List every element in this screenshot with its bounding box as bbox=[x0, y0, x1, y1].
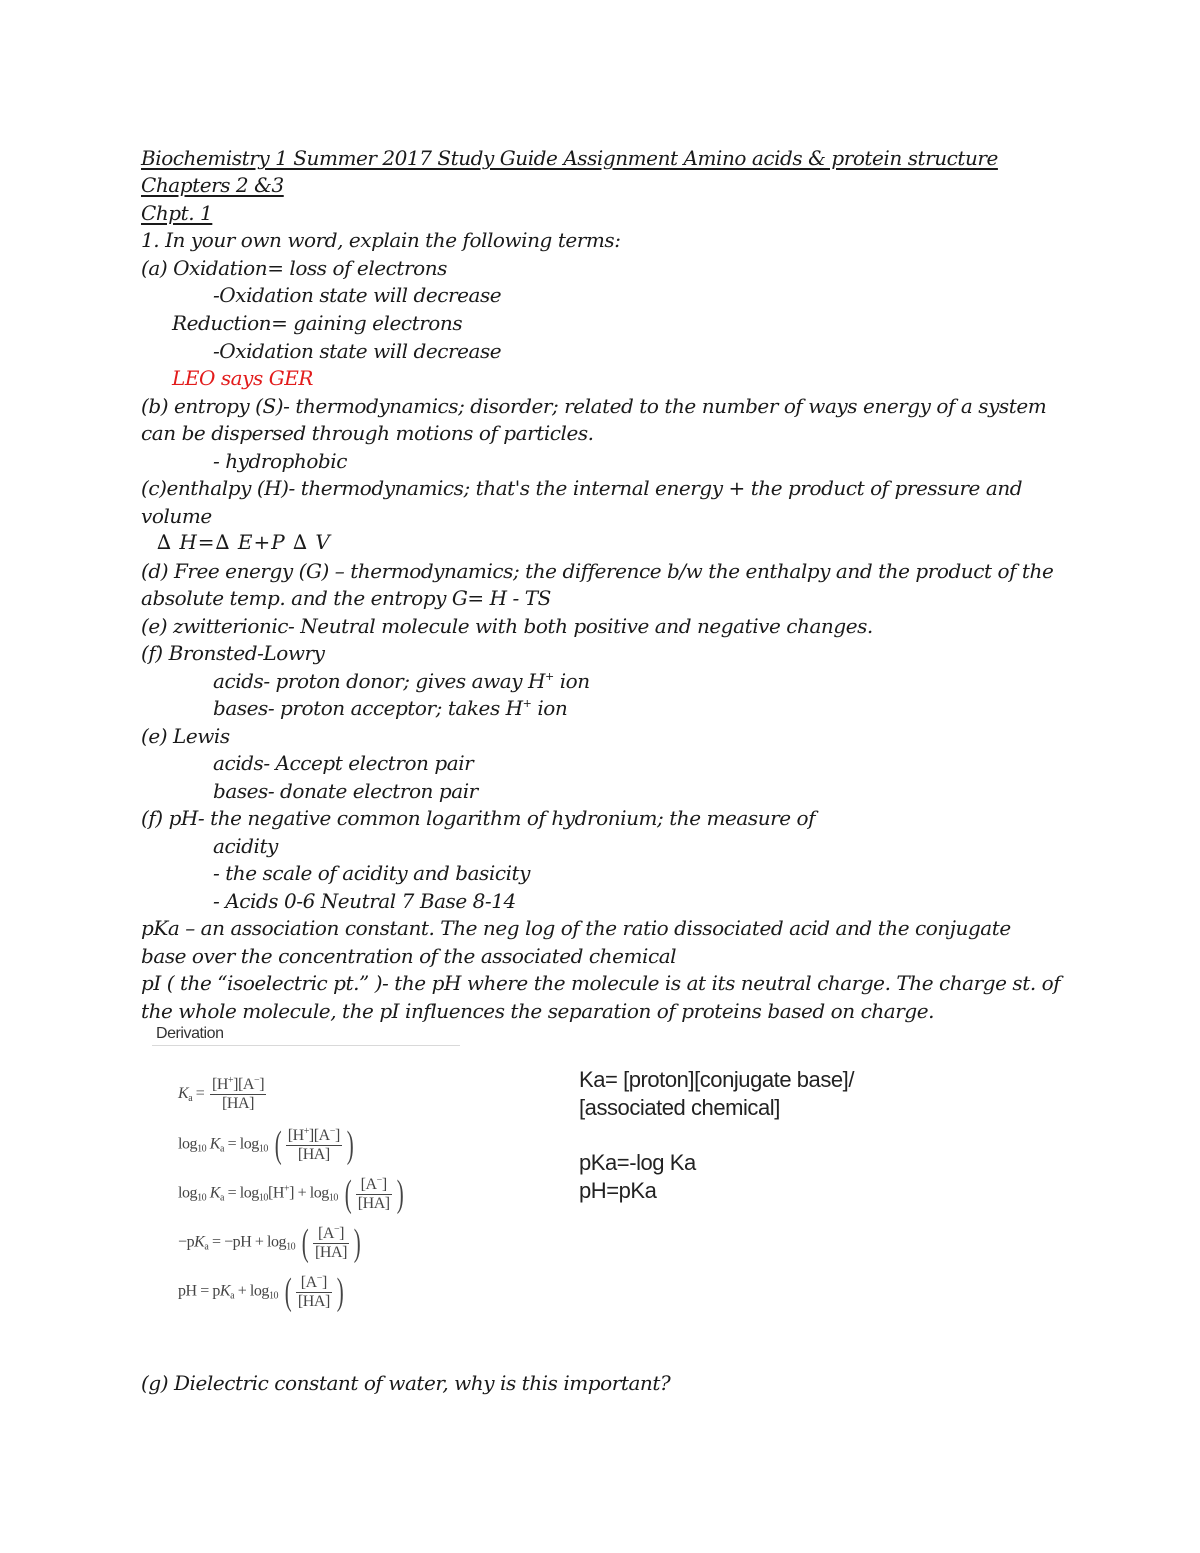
term-ph-3: - the scale of acidity and basicity bbox=[213, 861, 530, 885]
term-oxidation: (a) Oxidation= loss of electrons bbox=[141, 256, 447, 280]
derivation-label: Derivation bbox=[156, 1025, 224, 1042]
derivation-divider bbox=[152, 1045, 460, 1046]
bronsted-acids: acids- proton donor; gives away H+ ion bbox=[213, 669, 590, 693]
term-enthalpy-1: (c)enthalpy (H)- thermodynamics; that's the internal energy + the product of pressure and bbox=[141, 476, 1023, 500]
term-reduction: Reduction= gaining electrons bbox=[172, 311, 463, 335]
fraction-ka: $\frac{[H^+][A^-]}{[HA]}$ bbox=[211, 1075, 265, 1112]
lewis-acids: acids- Accept electron pair bbox=[213, 751, 474, 775]
term-pka-1: pKa – an association constant. The neg log of the ratio dissociated acid and the conjugate bbox=[141, 916, 1011, 940]
term-ph-1: (f) pH- the negative common logarithm of hydronium; the measure of bbox=[141, 806, 816, 830]
term-pi-2: the whole molecule, the pI influences the separation of proteins based on charge. bbox=[141, 999, 935, 1023]
term-lewis: (e) Lewis bbox=[141, 724, 230, 748]
bronsted-bases: bases- proton acceptor; takes H+ ion bbox=[213, 696, 568, 720]
entropy-note: - hydrophobic bbox=[213, 449, 347, 473]
title-line-2: Chapters 2 &3 bbox=[141, 173, 284, 197]
term-bronsted-lowry: (f) Bronsted-Lowry bbox=[141, 641, 325, 665]
term-free-energy-1: (d) Free energy (G) – thermodynamics; the difference b/w the enthalpy and the product of the bbox=[141, 559, 1054, 583]
term-free-energy-2: absolute temp. and the entropy G= H - TS bbox=[141, 586, 551, 610]
oxidation-note: -Oxidation state will decrease bbox=[213, 283, 502, 307]
equation-neg-pka: $-pK_a = -pH + \log_{10}$ ( $\frac{[A^-]}{[HA]}$ ) bbox=[178, 1222, 361, 1264]
chapter-heading: Chpt. 1 bbox=[141, 201, 213, 225]
side-note-pka: pKa=-log Ka bbox=[579, 1150, 696, 1175]
term-ph-4: - Acids 0-6 Neutral 7 Base 8-14 bbox=[213, 889, 516, 913]
equation-ka: $K_a$ = $\frac{[H^+][A^-]}{[HA]}$ bbox=[178, 1075, 265, 1112]
question-g-dielectric: (g) Dielectric constant of water, why is this important? bbox=[141, 1371, 671, 1395]
equation-log-ka: $\log_{10} K_a = \log_{10}$ ( $\frac{[H^+][A^-]}{[HA]}$ ) bbox=[178, 1124, 354, 1166]
term-entropy-1: (b) entropy (S)- thermodynamics; disorder; related to the number of ways energy of a system bbox=[141, 394, 1047, 418]
term-pi-1: pI ( the “isoelectric pt.” )- the pH where the molecule is at its neutral charge. The charge st. of bbox=[141, 971, 1061, 995]
enthalpy-formula: ∆ H=∆ E+P ∆ V bbox=[157, 530, 331, 554]
reduction-note: -Oxidation state will decrease bbox=[213, 339, 502, 363]
side-note-ka-1: Ka= [proton][conjugate base]/ bbox=[579, 1067, 854, 1092]
side-note-ka-2: [associated chemical] bbox=[579, 1095, 780, 1120]
side-note-ph: pH=pKa bbox=[579, 1178, 657, 1203]
term-pka-2: base over the concentration of the associated chemical bbox=[141, 944, 677, 968]
term-entropy-2: can be dispersed through motions of particles. bbox=[141, 421, 594, 445]
equation-log-split: $\log_{10} K_a = \log_{10}[H^+] + \log_{10}$ ( $\frac{[A^-]}{[HA]}$ ) bbox=[178, 1173, 404, 1215]
question-1: 1. In your own word, explain the following terms: bbox=[141, 228, 621, 252]
leo-mnemonic: LEO says GER bbox=[172, 366, 313, 390]
title-line-1: Biochemistry 1 Summer 2017 Study Guide Assignment Amino acids & protein structure bbox=[141, 146, 998, 170]
equation-henderson-hasselbalch: pH = $pK_a + \log_{10}$ ( $\frac{[A^-]}{[HA]}$ ) bbox=[178, 1271, 344, 1313]
lewis-bases: bases- donate electron pair bbox=[213, 779, 478, 803]
term-enthalpy-2: volume bbox=[141, 504, 212, 528]
term-ph-2: acidity bbox=[213, 834, 278, 858]
term-zwitterionic: (e) zwitterionic- Neutral molecule with both positive and negative changes. bbox=[141, 614, 873, 638]
